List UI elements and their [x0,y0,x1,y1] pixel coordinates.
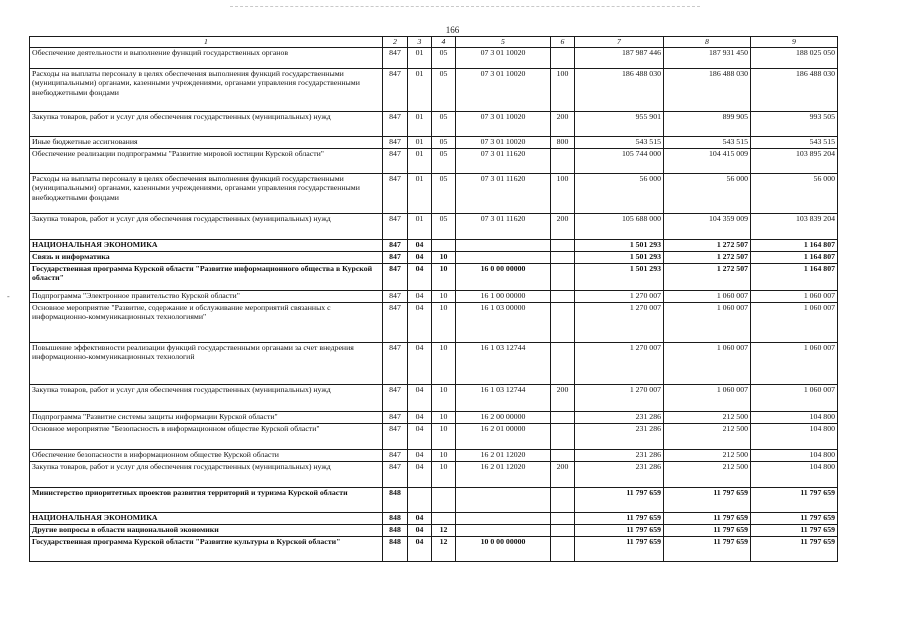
amount-year2-cell: 1 272 507 [664,263,751,290]
expense-type-code-cell [551,239,575,251]
column-number: 3 [408,37,432,48]
department-code-cell: 847 [383,68,408,111]
amount-year2-cell: 1 060 007 [664,384,751,411]
expense-name-cell: Расходы на выплаты персоналу в целях обеспечения выполнения функций государственными (муниципальными) органами, казенными учреждениями, органами управления государственными внебюджетными фондами [30,173,383,213]
table-row [30,411,838,423]
section-code-cell: 04 [408,251,432,263]
target-item-code-cell: 07 3 01 10020 [456,47,551,68]
expense-name-cell: Подпрограмма "Электронное правительство Курской области" [30,290,383,302]
amount-year1-cell: 11 797 659 [575,536,664,561]
amount-year3-cell: 543 515 [751,136,838,148]
target-item-code-cell: 07 3 01 11620 [456,148,551,173]
target-item-code-cell: 07 3 01 11620 [456,173,551,213]
table-row [30,536,838,561]
amount-year2-cell: 11 797 659 [664,512,751,524]
amount-year2-cell: 899 905 [664,111,751,136]
amount-year1-cell: 1 501 293 [575,251,664,263]
amount-year1-cell: 1 270 007 [575,290,664,302]
expense-type-code-cell: 200 [551,213,575,239]
expense-type-code-cell [551,251,575,263]
expense-type-code-cell [551,302,575,342]
margin-mark: - [7,292,10,301]
amount-year1-cell: 231 286 [575,461,664,487]
target-item-code-cell: 16 2 00 00000 [456,411,551,423]
department-code-cell: 847 [383,213,408,239]
section-code-cell: 04 [408,290,432,302]
expense-type-code-cell: 100 [551,68,575,111]
section-code-cell: 04 [408,536,432,561]
table-row [30,213,838,239]
department-code-cell: 847 [383,251,408,263]
column-number: 7 [575,37,664,48]
expense-name-cell: Министерство приоритетных проектов развития территорий и туризма Курской области [30,487,383,512]
target-item-code-cell [456,239,551,251]
subsection-code-cell [432,239,456,251]
subsection-code-cell: 10 [432,411,456,423]
section-code-cell: 04 [408,239,432,251]
expense-name-cell: Подпрограмма "Развитие системы защиты информации Курской области" [30,411,383,423]
expense-name-cell: Повышение эффективности реализации функций государственными органами за счет внедрения информационно-коммуникационных технологий [30,342,383,384]
subsection-code-cell: 05 [432,173,456,213]
amount-year3-cell: 103 895 204 [751,148,838,173]
department-code-cell: 848 [383,524,408,536]
amount-year2-cell: 187 931 450 [664,47,751,68]
amount-year2-cell: 186 488 030 [664,68,751,111]
amount-year3-cell: 1 060 007 [751,342,838,384]
subsection-code-cell [432,487,456,512]
department-code-cell: 847 [383,342,408,384]
target-item-code-cell [456,251,551,263]
amount-year3-cell: 11 797 659 [751,524,838,536]
column-number: 5 [456,37,551,48]
expense-name-cell: Закупка товаров, работ и услуг для обеспечения государственных (муниципальных) нужд [30,213,383,239]
subsection-code-cell: 10 [432,423,456,449]
expense-type-code-cell [551,423,575,449]
amount-year3-cell: 104 800 [751,423,838,449]
table-row [30,512,838,524]
column-number: 8 [664,37,751,48]
expense-name-cell: Иные бюджетные ассигнования [30,136,383,148]
expense-type-code-cell [551,512,575,524]
amount-year3-cell: 188 025 050 [751,47,838,68]
subsection-code-cell: 12 [432,536,456,561]
section-code-cell: 01 [408,213,432,239]
amount-year2-cell: 56 000 [664,173,751,213]
target-item-code-cell: 07 3 01 10020 [456,68,551,111]
budget-table-body [30,37,838,562]
table-row [30,302,838,342]
section-code-cell: 04 [408,384,432,411]
department-code-cell: 848 [383,536,408,561]
amount-year1-cell: 187 987 446 [575,47,664,68]
expense-name-cell: Закупка товаров, работ и услуг для обеспечения государственных (муниципальных) нужд [30,111,383,136]
amount-year3-cell: 104 800 [751,449,838,461]
amount-year1-cell: 1 270 007 [575,302,664,342]
amount-year2-cell: 1 060 007 [664,290,751,302]
table-row [30,342,838,384]
expense-name-cell: Обеспечение деятельности и выполнение функций государственных органов [30,47,383,68]
table-row [30,263,838,290]
amount-year3-cell: 11 797 659 [751,487,838,512]
amount-year3-cell: 56 000 [751,173,838,213]
target-item-code-cell: 10 0 00 00000 [456,536,551,561]
amount-year3-cell: 104 800 [751,411,838,423]
amount-year1-cell: 11 797 659 [575,524,664,536]
subsection-code-cell: 10 [432,342,456,384]
amount-year3-cell: 993 505 [751,111,838,136]
amount-year2-cell: 1 272 507 [664,239,751,251]
department-code-cell: 847 [383,423,408,449]
target-item-code-cell: 16 1 03 12744 [456,342,551,384]
amount-year3-cell: 186 488 030 [751,68,838,111]
department-code-cell: 847 [383,239,408,251]
subsection-code-cell: 05 [432,213,456,239]
section-code-cell: 04 [408,342,432,384]
department-code-cell: 847 [383,449,408,461]
department-code-cell: 847 [383,384,408,411]
amount-year3-cell: 1 060 007 [751,290,838,302]
amount-year2-cell: 212 500 [664,411,751,423]
subsection-code-cell: 05 [432,68,456,111]
amount-year3-cell: 104 800 [751,461,838,487]
expense-type-code-cell [551,290,575,302]
expense-type-code-cell: 200 [551,384,575,411]
target-item-code-cell: 16 1 03 00000 [456,302,551,342]
amount-year3-cell: 1 164 807 [751,239,838,251]
amount-year2-cell: 1 060 007 [664,342,751,384]
budget-table [29,36,838,562]
expense-type-code-cell [551,342,575,384]
subsection-code-cell: 10 [432,461,456,487]
expense-type-code-cell: 200 [551,461,575,487]
amount-year1-cell: 11 797 659 [575,512,664,524]
section-code-cell: 04 [408,512,432,524]
table-row [30,524,838,536]
expense-name-cell: Расходы на выплаты персоналу в целях обеспечения выполнения функций государственными (муниципальными) органами, казенными учреждениями, органами управления государственными внебюджетными фондами [30,68,383,111]
department-code-cell: 848 [383,512,408,524]
expense-name-cell: Государственная программа Курской области "Развитие информационного общества в Курской области" [30,263,383,290]
expense-name-cell: Основное мероприятие "Развитие, содержание и обслуживание мероприятий связанных с информационно-коммуникационных технологиями" [30,302,383,342]
target-item-code-cell [456,487,551,512]
amount-year2-cell: 212 500 [664,449,751,461]
table-row [30,384,838,411]
section-code-cell: 04 [408,524,432,536]
department-code-cell: 847 [383,47,408,68]
amount-year2-cell: 11 797 659 [664,487,751,512]
expense-type-code-cell [551,148,575,173]
amount-year3-cell: 1 060 007 [751,302,838,342]
section-code-cell [408,487,432,512]
expense-name-cell: Обеспечение безопасности в информационном обществе Курской области [30,449,383,461]
expense-name-cell: Связь и информатика [30,251,383,263]
expense-name-cell: Другие вопросы в области национальной экономики [30,524,383,536]
table-row [30,461,838,487]
table-row [30,290,838,302]
section-code-cell: 01 [408,111,432,136]
department-code-cell: 847 [383,290,408,302]
scan-top-rule [230,6,700,7]
expense-type-code-cell: 100 [551,173,575,213]
department-code-cell: 847 [383,263,408,290]
amount-year2-cell: 212 500 [664,423,751,449]
amount-year2-cell: 11 797 659 [664,536,751,561]
subsection-code-cell [432,512,456,524]
subsection-code-cell: 12 [432,524,456,536]
subsection-code-cell: 10 [432,449,456,461]
amount-year3-cell: 103 839 204 [751,213,838,239]
table-row [30,449,838,461]
target-item-code-cell: 16 1 03 12744 [456,384,551,411]
section-code-cell: 01 [408,68,432,111]
table-row [30,136,838,148]
amount-year1-cell: 543 515 [575,136,664,148]
expense-name-cell: Государственная программа Курской области "Развитие культуры в Курской области" [30,536,383,561]
subsection-code-cell: 05 [432,136,456,148]
amount-year1-cell: 1 270 007 [575,384,664,411]
amount-year2-cell: 1 272 507 [664,251,751,263]
subsection-code-cell: 05 [432,148,456,173]
column-number: 1 [30,37,383,48]
target-item-code-cell: 16 2 01 00000 [456,423,551,449]
amount-year3-cell: 1 060 007 [751,384,838,411]
subsection-code-cell: 10 [432,384,456,411]
subsection-code-cell: 10 [432,251,456,263]
table-row [30,148,838,173]
department-code-cell: 847 [383,461,408,487]
section-code-cell: 04 [408,449,432,461]
section-code-cell: 01 [408,148,432,173]
amount-year1-cell: 231 286 [575,449,664,461]
section-code-cell: 01 [408,47,432,68]
target-item-code-cell: 16 2 01 12020 [456,461,551,487]
target-item-code-cell: 07 3 01 10020 [456,111,551,136]
table-row [30,47,838,68]
table-row [30,173,838,213]
subsection-code-cell: 05 [432,111,456,136]
amount-year1-cell: 105 744 000 [575,148,664,173]
expense-type-code-cell [551,536,575,561]
amount-year2-cell: 212 500 [664,461,751,487]
amount-year1-cell: 1 501 293 [575,239,664,251]
target-item-code-cell: 07 3 01 11620 [456,213,551,239]
target-item-code-cell: 16 0 00 00000 [456,263,551,290]
amount-year1-cell: 231 286 [575,423,664,449]
department-code-cell: 847 [383,148,408,173]
target-item-code-cell [456,524,551,536]
amount-year1-cell: 1 501 293 [575,263,664,290]
amount-year1-cell: 105 688 000 [575,213,664,239]
amount-year1-cell: 1 270 007 [575,342,664,384]
expense-name-cell: Обеспечение реализации подпрограммы "Развитие мировой юстиции Курской области" [30,148,383,173]
expense-type-code-cell [551,411,575,423]
column-number-row [30,37,838,48]
subsection-code-cell: 10 [432,302,456,342]
subsection-code-cell: 10 [432,263,456,290]
subsection-code-cell: 05 [432,47,456,68]
amount-year3-cell: 1 164 807 [751,263,838,290]
expense-name-cell: Основное мероприятие "Безопасность в информационном обществе Курской области" [30,423,383,449]
expense-name-cell: Закупка товаров, работ и услуг для обеспечения государственных (муниципальных) нужд [30,461,383,487]
column-number: 6 [551,37,575,48]
section-code-cell: 01 [408,173,432,213]
table-row [30,423,838,449]
department-code-cell: 847 [383,136,408,148]
table-row [30,239,838,251]
expense-type-code-cell: 200 [551,111,575,136]
amount-year2-cell: 1 060 007 [664,302,751,342]
department-code-cell: 848 [383,487,408,512]
target-item-code-cell: 07 3 01 10020 [456,136,551,148]
section-code-cell: 01 [408,136,432,148]
expense-type-code-cell: 800 [551,136,575,148]
table-row [30,251,838,263]
department-code-cell: 847 [383,111,408,136]
expense-type-code-cell [551,524,575,536]
expense-type-code-cell [551,263,575,290]
amount-year1-cell: 231 286 [575,411,664,423]
section-code-cell: 04 [408,461,432,487]
expense-type-code-cell [551,47,575,68]
target-item-code-cell: 16 1 00 00000 [456,290,551,302]
page-number: 166 [445,25,460,35]
section-code-cell: 04 [408,423,432,449]
amount-year1-cell: 955 901 [575,111,664,136]
table-row [30,68,838,111]
column-number: 2 [383,37,408,48]
amount-year2-cell: 104 415 009 [664,148,751,173]
amount-year2-cell: 543 515 [664,136,751,148]
amount-year1-cell: 11 797 659 [575,487,664,512]
expense-type-code-cell [551,449,575,461]
amount-year3-cell: 1 164 807 [751,251,838,263]
department-code-cell: 847 [383,411,408,423]
column-number: 9 [751,37,838,48]
department-code-cell: 847 [383,302,408,342]
amount-year1-cell: 186 488 030 [575,68,664,111]
column-number: 4 [432,37,456,48]
section-code-cell: 04 [408,302,432,342]
amount-year2-cell: 104 359 009 [664,213,751,239]
target-item-code-cell: 16 2 01 12020 [456,449,551,461]
target-item-code-cell [456,512,551,524]
amount-year3-cell: 11 797 659 [751,512,838,524]
expense-type-code-cell [551,487,575,512]
expense-name-cell: НАЦИОНАЛЬНАЯ ЭКОНОМИКА [30,512,383,524]
amount-year2-cell: 11 797 659 [664,524,751,536]
department-code-cell: 847 [383,173,408,213]
subsection-code-cell: 10 [432,290,456,302]
table-row [30,487,838,512]
expense-name-cell: НАЦИОНАЛЬНАЯ ЭКОНОМИКА [30,239,383,251]
table-row [30,111,838,136]
amount-year3-cell: 11 797 659 [751,536,838,561]
section-code-cell: 04 [408,411,432,423]
amount-year1-cell: 56 000 [575,173,664,213]
section-code-cell: 04 [408,263,432,290]
expense-name-cell: Закупка товаров, работ и услуг для обеспечения государственных (муниципальных) нужд [30,384,383,411]
